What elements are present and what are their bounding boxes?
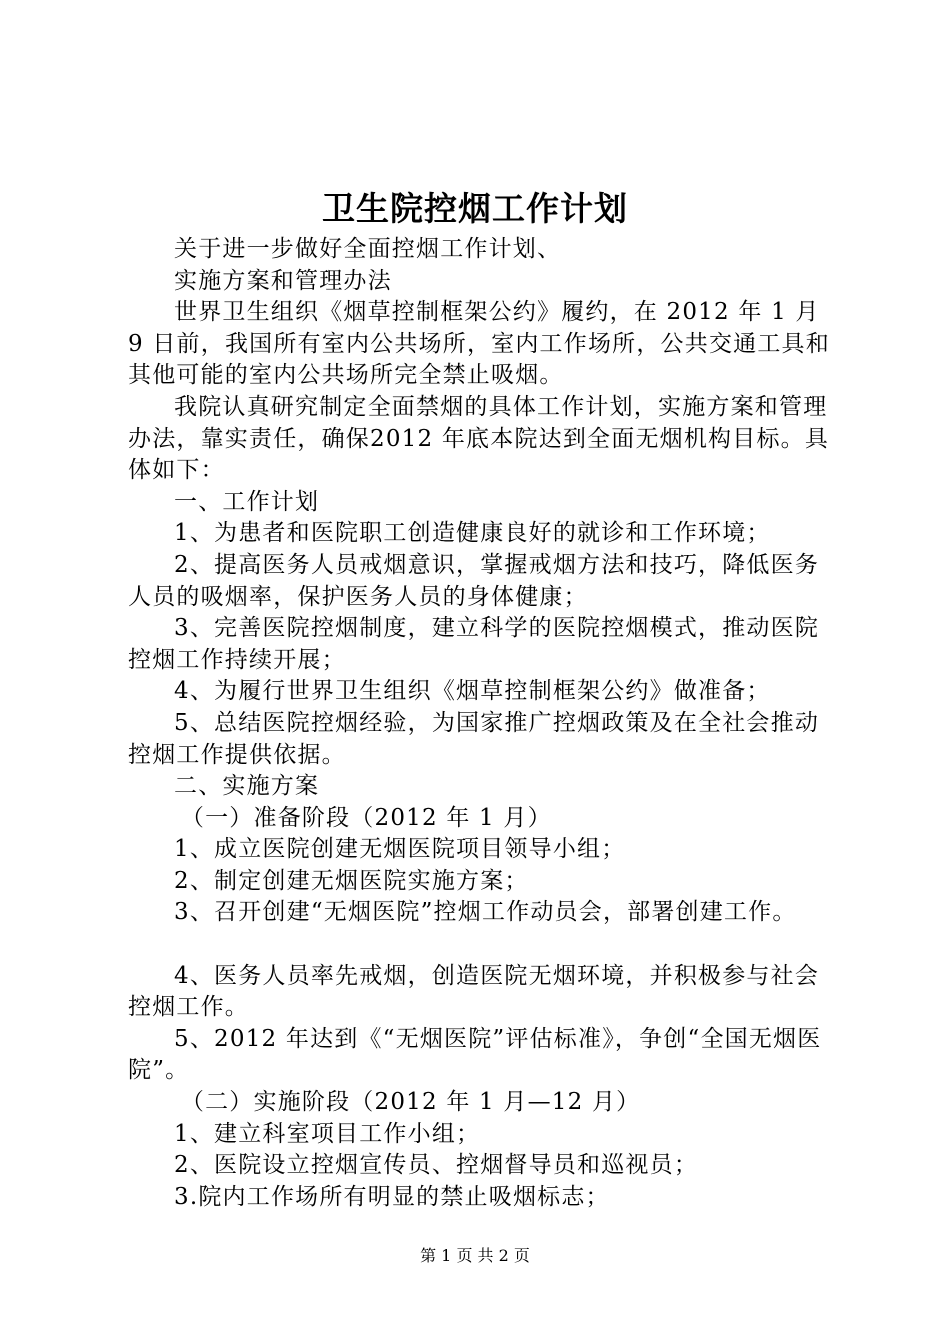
list-item: 4、为履行世界卫生组织《烟草控制框架公约》做准备； xyxy=(174,678,771,705)
list-item: 2、提高医务人员戒烟意识，掌握戒烟方法和技巧，降低医务人员的吸烟率，保护医务人员的身体健康； xyxy=(128,551,820,610)
list-item: 3、完善医院控烟制度，建立科学的医院控烟模式，推动医院控烟工作持续开展； xyxy=(128,615,820,673)
list-item: 1、为患者和医院职工创造健康良好的就诊和工作环境； xyxy=(174,520,771,547)
document-title: 卫生院控烟工作计划 xyxy=(322,189,628,228)
list-item: 5、2012 年达到《“无烟医院”评估标准》，争创“全国无烟医院”。 xyxy=(128,1025,822,1084)
list-item: 1、建立科室项目工作小组； xyxy=(174,1120,481,1147)
list-item: 5、总结医院控烟经验，为国家推广控烟政策及在全社会推动控烟工作提供依据。 xyxy=(128,709,820,768)
subsection-heading: （一）准备阶段（2012 年 1 月） xyxy=(180,804,552,831)
subsection-heading: （二）实施阶段（2012 年 1 月—12 月） xyxy=(180,1089,641,1116)
list-item: 2、医院设立控烟宣传员、控烟督导员和巡视员； xyxy=(174,1152,699,1179)
document-body xyxy=(128,234,840,1213)
page-number-footer: 第 1 页 共 2 页 xyxy=(420,1246,530,1265)
paragraph: 世界卫生组织《烟草控制框架公约》履约，在 2012 年 1 月 9 日前，我国所有室内公共场所，室内工作场所，公共交通工具和其他可能的室内公共场所完全禁止吸烟。 xyxy=(128,299,830,389)
list-item: 3.院内工作场所有明显的禁止吸烟标志； xyxy=(174,1183,610,1210)
list-item: 4、医务人员率先戒烟，创造医院无烟环境，并积极参与社会控烟工作。 xyxy=(128,962,820,1021)
list-item: 3、召开创建“无烟医院”控烟工作动员会，部署创建工作。 xyxy=(174,899,797,926)
section-heading: 一、工作计划 xyxy=(174,488,320,515)
section-heading: 二、实施方案 xyxy=(174,773,320,800)
paragraph: 实施方案和管理办法 xyxy=(174,267,392,294)
list-item: 1、成立医院创建无烟医院项目领导小组； xyxy=(174,836,626,863)
paragraph: 我院认真研究制定全面禁烟的具体工作计划，实施方案和管理办法，靠实责任，确保2012 年底本院达到全面无烟机构目标。具体如下： xyxy=(128,393,830,484)
blank-line xyxy=(128,929,840,961)
list-item: 2、制定创建无烟医院实施方案； xyxy=(174,867,529,894)
paragraph: 关于进一步做好全面控烟工作计划、 xyxy=(174,236,562,262)
